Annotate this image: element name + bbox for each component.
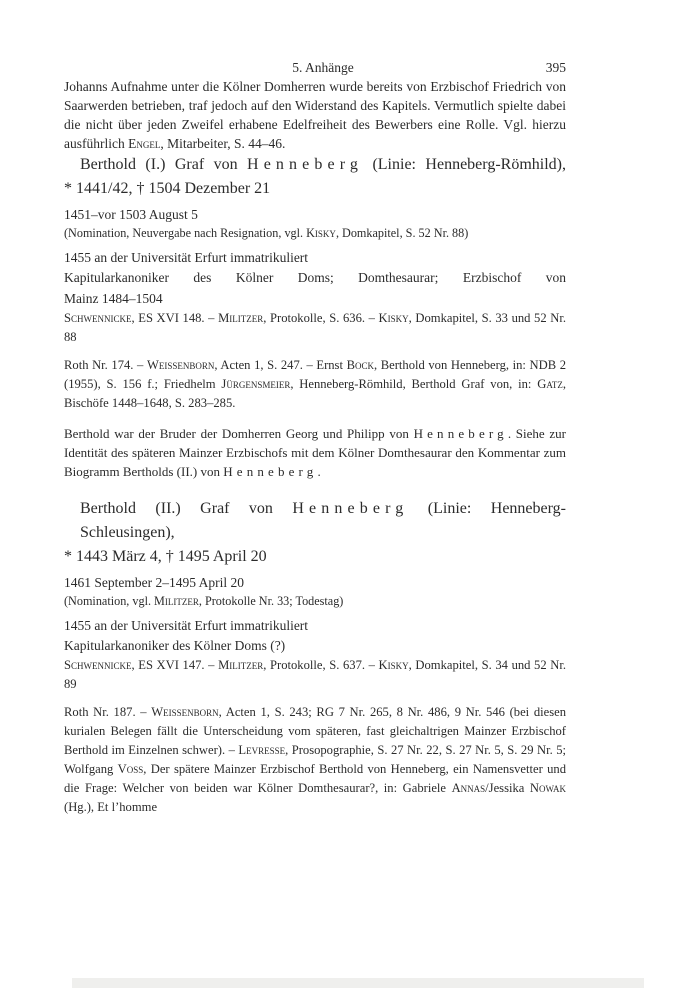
smallcaps-name: Kisky — [378, 311, 409, 325]
text-run: (Hg.), Et l’homme — [64, 800, 158, 814]
smallcaps-name: Militzer — [154, 594, 199, 608]
block-heading — [64, 497, 566, 569]
smallcaps-name: Schwennicke — [64, 658, 132, 672]
smallcaps-name: Weissenborn — [151, 705, 219, 719]
text-run: , Domkapitel, S. 52 Nr. 88) — [335, 226, 469, 240]
page-body — [64, 77, 566, 817]
text-run: , Protokolle, S. 636. – — [263, 311, 379, 325]
text-run: , Mitarbeiter, S. 44–46. — [160, 136, 286, 151]
smallcaps-name: Jürgensmeier — [221, 377, 291, 391]
text-run: , Domkapitel, S. 33 und 52 Nr. 88 — [64, 311, 566, 344]
smallcaps-name: Kisky — [306, 226, 336, 240]
text-run: Berthold war der Bruder der Domherren Georg und Philipp von — [64, 426, 414, 441]
block-para — [64, 77, 566, 153]
block-entry — [64, 573, 566, 592]
smallcaps-name: Weissenborn — [146, 358, 215, 372]
text-block — [64, 58, 566, 817]
text-run: , ES XVI 147. – — [131, 658, 219, 672]
block-subentry — [64, 267, 566, 309]
running-head-title: 5. Anhänge — [292, 60, 354, 75]
text-run: Kapitularkanoniker des Kölner Doms; Domthesaurar; Erzbischof von — [64, 270, 566, 285]
text-run: * 1441/42, † 1504 Dezember 21 — [64, 180, 271, 197]
text-run: . Siehe zur Identität des späteren Mainzer Erzbischofs mit dem Kölner Domthesaurar den Kommentar zum Biogramm Bertholds (II.) von — [64, 426, 566, 479]
letterspaced-name: Henneberg — [292, 500, 409, 517]
letterspaced-name: Henneberg — [247, 156, 364, 173]
block-ref — [64, 356, 566, 413]
smallcaps-name: Militzer — [218, 311, 264, 325]
text-run: , Prosopographie, S. 27 Nr. 22, S. 27 Nr. 5, S. 29 Nr. 5; Wolfgang — [64, 743, 566, 776]
block-entry — [64, 248, 566, 267]
page-number: 395 — [545, 60, 566, 75]
smallcaps-name: Bock — [346, 358, 374, 372]
text-run: , Henneberg-Römhild, Berthold Graf von, in: — [290, 377, 538, 391]
block-heading — [64, 153, 566, 201]
text-run: (Nomination, vgl. — [64, 594, 155, 608]
running-head — [80, 58, 566, 77]
block-comment — [64, 424, 566, 481]
text-run: , Domkapitel, S. 34 und 52 Nr. 89 — [64, 658, 566, 691]
text-run: Johanns Aufnahme unter die Kölner Domherren wurde bereits von Erzbischof Friedrich von Saarwerden betrieben, traf jedoch auf den Widerstand des Kapitels. Vermutlich spielte dabei die nicht über jeden Zweifel erhabene Edelfreiheit des Bewerbers eine Rolle. Vgl. hierzu ausführlich — [64, 79, 566, 151]
block-entry — [64, 205, 566, 224]
text-run: 1451–vor 1503 August 5 — [64, 207, 198, 222]
text-run: , ES XVI 148. – — [131, 311, 219, 325]
text-run: , Der spätere Mainzer Erzbischof Berthold von Henneberg, ein Namensvetter und die Frage: Welcher von beiden war Kölner Domthesaurar?, in: Gabriele — [64, 762, 566, 795]
smallcaps-name: Gatz — [537, 377, 563, 391]
text-run: (Nomination, Neuvergabe nach Resignation, vgl. — [64, 226, 307, 240]
text-run: 1455 an der Universität Erfurt immatrikuliert — [64, 250, 309, 265]
text-run: , Acten 1, S. 243; RG 7 Nr. 265, 8 Nr. 486, 9 Nr. 546 (bei diesen kurialen Belegen fällt die Unterscheidung vom späteren, fast gleichaltrigen Mainzer Erzbischof Berthold im Einzelnen schwer). – — [64, 705, 567, 757]
page-edge-shadow — [72, 978, 644, 988]
block-ref — [64, 656, 566, 694]
smallcaps-name: Militzer — [218, 658, 264, 672]
text-run: , Bischöfe 1448–1648, S. 283–285. — [64, 377, 566, 410]
text-run: Roth Nr. 187. – — [64, 705, 152, 719]
smallcaps-name: Voss — [117, 762, 144, 776]
letterspaced-name: Henneberg — [413, 426, 508, 441]
text-run: 1461 September 2–1495 April 20 — [64, 575, 244, 590]
text-run: , Berthold von Henneberg, in: NDB 2 (1955), S. 156 f.; Friedhelm — [64, 358, 566, 391]
text-run: /Jessika — [485, 781, 530, 795]
text-run: Roth Nr. 174. – — [64, 358, 147, 372]
block-entry — [64, 616, 566, 635]
block-ref — [64, 703, 566, 817]
text-run: Kapitularkanoniker des Kölner Doms (?) — [64, 638, 286, 653]
text-run: , Protokolle, S. 637. – — [263, 658, 379, 672]
text-run: (Linie: Henneberg-Schleusingen), — [80, 500, 566, 541]
smallcaps-name: Levresse — [238, 743, 286, 757]
text-run: (Linie: Henneberg-Römhild), — [363, 156, 566, 173]
text-run: , Acten 1, S. 247. – Ernst — [214, 358, 347, 372]
smallcaps-name: Nowak — [529, 781, 566, 795]
block-subentry — [64, 635, 566, 656]
letterspaced-name: Henneberg — [223, 464, 318, 479]
text-run: 1455 an der Universität Erfurt immatrikuliert — [64, 618, 309, 633]
text-run: * 1443 März 4, † 1495 April 20 — [64, 548, 267, 565]
block-note — [64, 224, 566, 242]
smallcaps-name: Engel — [128, 136, 161, 151]
block-ref — [64, 309, 566, 347]
smallcaps-name: Annas — [451, 781, 486, 795]
text-run: Mainz 1484–1504 — [64, 291, 163, 306]
block-note — [64, 592, 566, 610]
smallcaps-name: Schwennicke — [64, 311, 132, 325]
smallcaps-name: Kisky — [378, 658, 409, 672]
text-run: Berthold (I.) Graf von — [80, 156, 248, 173]
text-run: Berthold (II.) Graf von — [80, 500, 293, 517]
text-run: . — [317, 464, 321, 479]
text-run: , Protokolle Nr. 33; Todestag) — [198, 594, 344, 608]
